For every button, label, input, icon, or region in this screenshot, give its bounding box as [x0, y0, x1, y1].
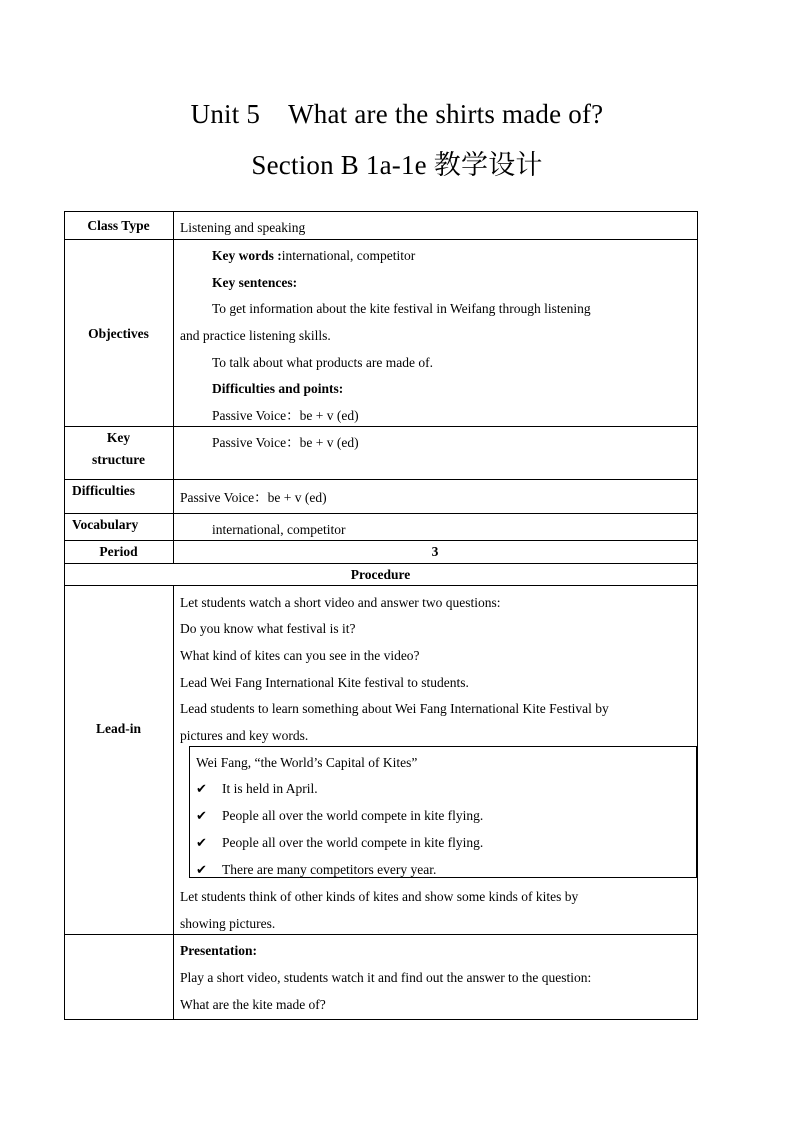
- vocabulary-label: Vocabulary: [72, 517, 139, 532]
- checkmark-icon: ✔: [196, 863, 207, 878]
- objective-sentence-1-cont: and practice listening skills.: [180, 328, 331, 343]
- key-structure-label-1: Key: [106, 430, 131, 445]
- class-type-label: Class Type: [87, 218, 150, 233]
- lead-in-line: Let students watch a short video and answer two questions:: [180, 595, 501, 610]
- difficulties-points-value: Passive Voice：be + v (ed): [212, 408, 359, 423]
- lead-in-line: Lead students to learn something about Wei Fang International Kite Festival by: [180, 701, 609, 716]
- list-item-text: People all over the world compete in kite flying.: [222, 835, 484, 850]
- unit-question: What are the shirts made of?: [288, 99, 604, 129]
- checkmark-icon: ✔: [196, 782, 207, 797]
- kite-capital-title: Wei Fang, “the World’s Capital of Kites”: [196, 755, 418, 770]
- period-label: Period: [99, 544, 138, 559]
- lead-in-label: Lead-in: [95, 721, 141, 736]
- list-item-text: It is held in April.: [222, 781, 318, 796]
- list-item: [196, 835, 483, 852]
- row-divider: [64, 585, 698, 586]
- row-divider: [64, 513, 698, 514]
- lead-in-after-line: Let students think of other kinds of kites and show some kinds of kites by: [180, 889, 579, 904]
- list-item: [196, 808, 483, 825]
- checkmark-icon: ✔: [196, 809, 207, 824]
- objective-sentence-2: To talk about what products are made of.: [212, 355, 433, 370]
- unit-label: Unit 5: [190, 99, 261, 129]
- key-words-label: Key words :: [212, 248, 282, 263]
- lead-in-line: Do you know what festival is it?: [180, 621, 356, 636]
- table-border-right: [697, 211, 698, 1020]
- procedure-heading: Procedure: [350, 567, 411, 582]
- table-border-bottom: [64, 1019, 698, 1020]
- lead-in-after-line-cont: showing pictures.: [180, 916, 276, 931]
- list-item: [196, 862, 436, 879]
- difficulties-value: Passive Voice：be + v (ed): [180, 490, 327, 505]
- key-words-value: international, competitor: [281, 248, 416, 263]
- period-value: 3: [431, 544, 439, 559]
- objectives-label: Objectives: [88, 326, 149, 341]
- presentation-line: What are the kite made of?: [180, 997, 326, 1012]
- document-title-line1: [0, 99, 794, 130]
- presentation-line: Play a short video, students watch it and find out the answer to the question:: [180, 970, 592, 985]
- row-divider: [64, 239, 698, 240]
- key-structure-value: Passive Voice：be + v (ed): [212, 435, 359, 450]
- lead-in-line: pictures and key words.: [180, 728, 309, 743]
- key-sentences-label: Key sentences:: [212, 275, 298, 290]
- vocabulary-value: international, competitor: [212, 522, 346, 537]
- document-title-line2: Section B 1a-1e 教学设计: [251, 150, 543, 180]
- list-item: [196, 781, 318, 798]
- row-divider: [64, 479, 698, 480]
- row-divider: [64, 540, 698, 541]
- list-item-text: There are many competitors every year.: [222, 862, 437, 877]
- row-divider: [64, 426, 698, 427]
- row-divider: [64, 563, 698, 564]
- lead-in-line: What kind of kites can you see in the video?: [180, 648, 420, 663]
- column-divider: [173, 585, 174, 1019]
- difficulties-points-label: Difficulties and points:: [212, 381, 344, 396]
- list-item-text: People all over the world compete in kite flying.: [222, 808, 484, 823]
- key-words-line: [212, 248, 415, 264]
- class-type-value: Listening and speaking: [180, 220, 306, 235]
- checkmark-icon: ✔: [196, 836, 207, 851]
- key-structure-label-2: structure: [92, 452, 145, 467]
- lead-in-line: Lead Wei Fang International Kite festival to students.: [180, 675, 469, 690]
- difficulties-label: Difficulties: [72, 483, 135, 498]
- column-divider: [173, 211, 174, 563]
- row-divider: [64, 934, 698, 935]
- objective-sentence-1: To get information about the kite festival in Weifang through listening: [212, 301, 591, 316]
- table-border-top: [64, 211, 698, 212]
- presentation-heading: Presentation:: [180, 943, 257, 958]
